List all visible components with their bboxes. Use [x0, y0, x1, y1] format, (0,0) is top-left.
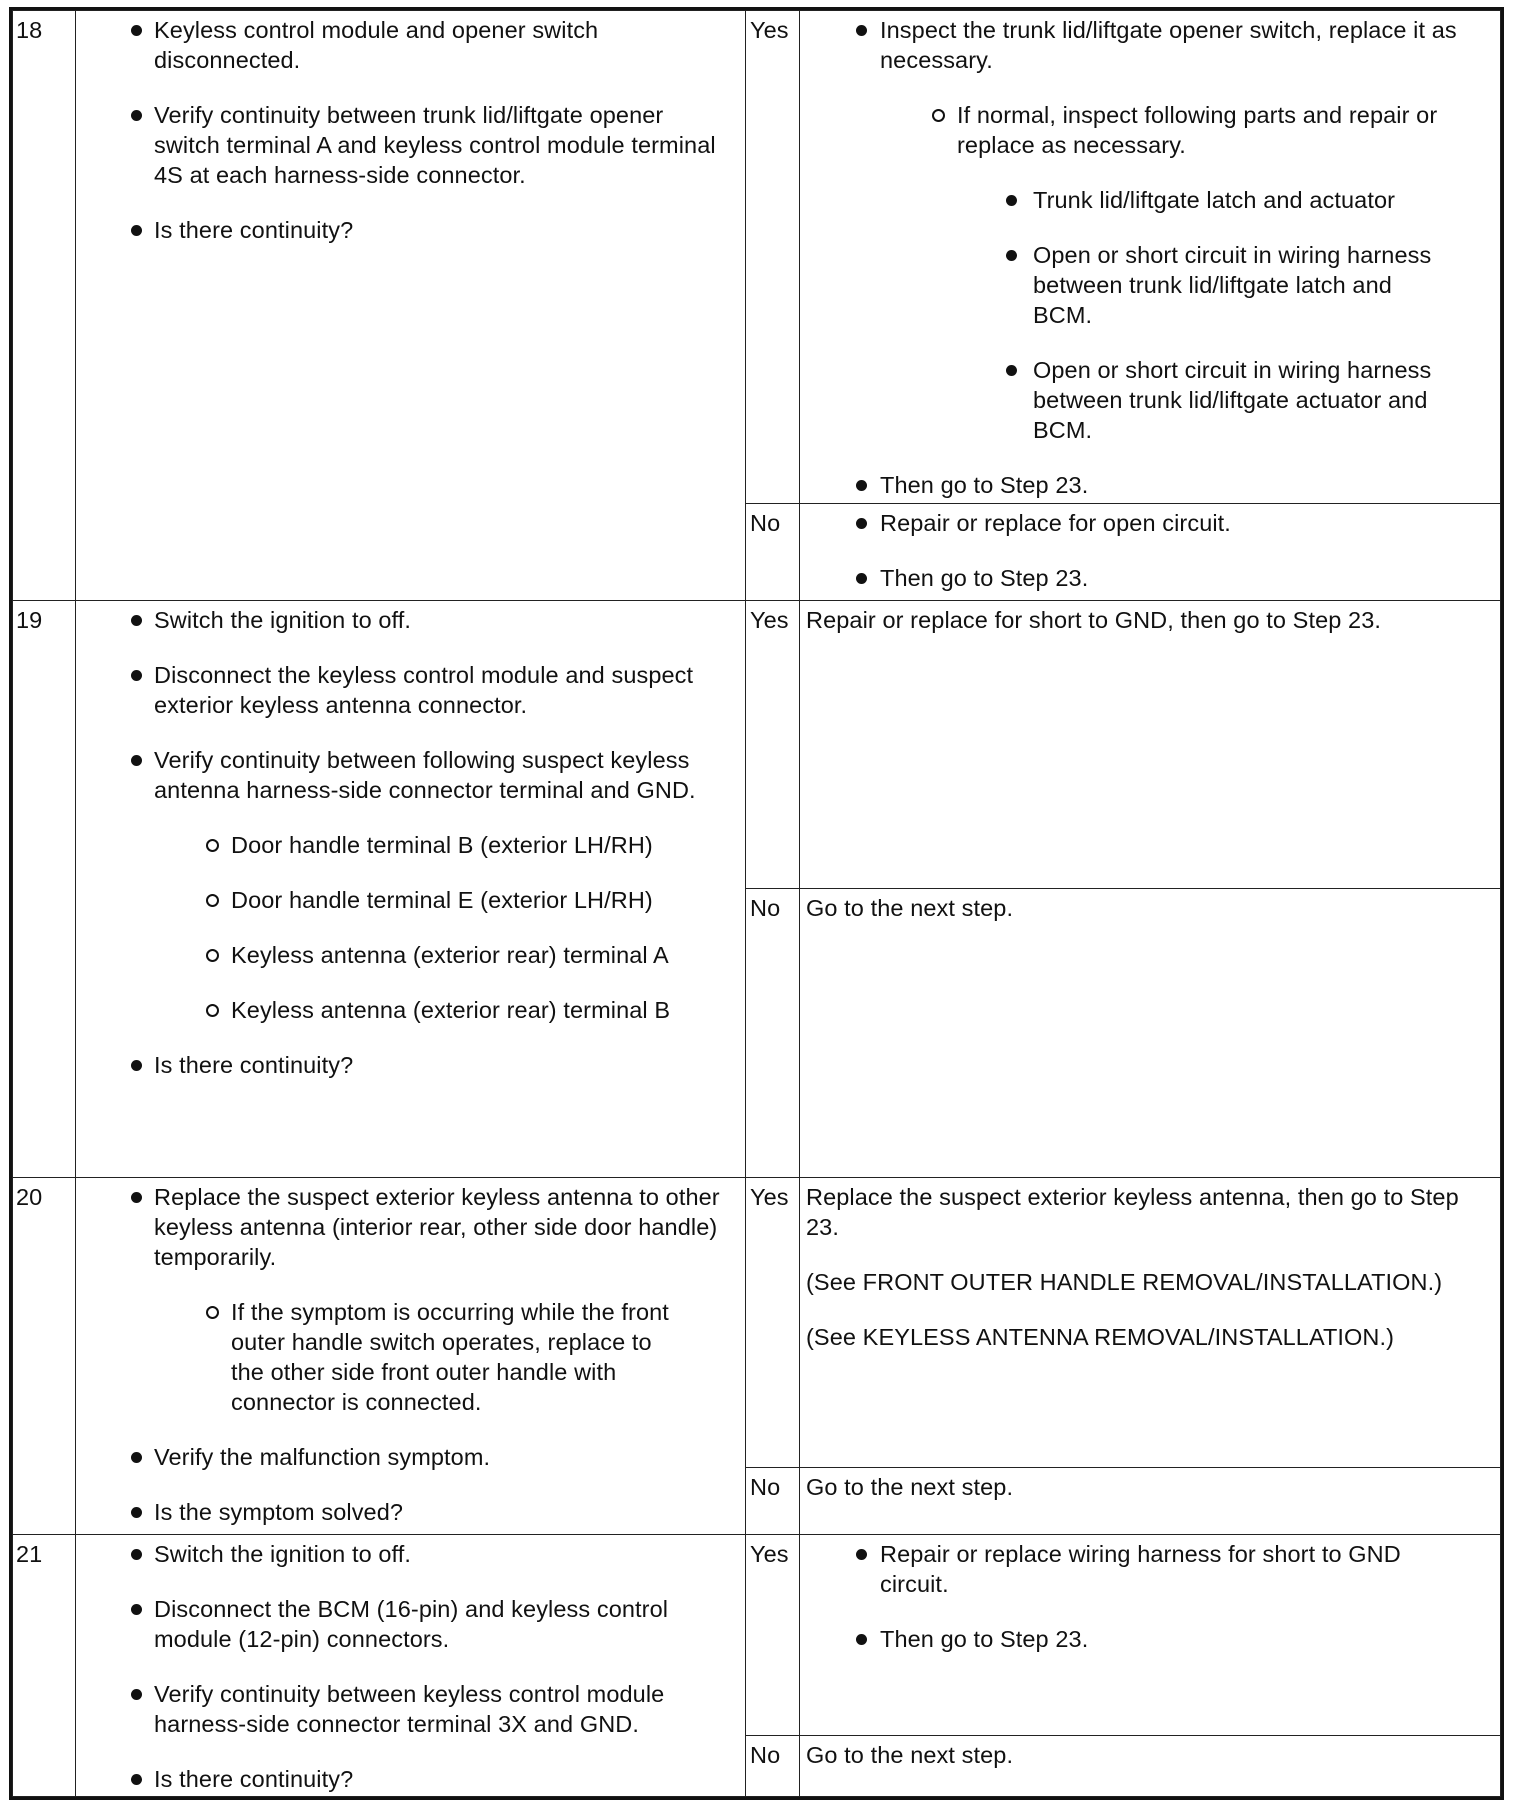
- reference-link-front-outer-handle[interactable]: (See FRONT OUTER HANDLE REMOVAL/INSTALLATION.): [806, 1269, 1443, 1295]
- step-21-yes-row: [13, 1535, 1501, 1736]
- no-label: No: [746, 1468, 800, 1535]
- action-item: Is there continuity?: [76, 1050, 735, 1080]
- step-19-yes-row: [13, 601, 1501, 889]
- action-item: Verify continuity between following suspect keyless antenna harness-side connector terminal and GND.: [76, 745, 735, 805]
- yes-label: Yes: [746, 11, 800, 504]
- diagnostic-procedure-table: [12, 10, 1501, 1797]
- result-item: Then go to Step 23.: [800, 470, 1494, 500]
- action-item: Switch the ignition to off.: [76, 605, 735, 635]
- action-item: Replace the suspect exterior keyless antenna to other keyless antenna (interior rear, other side door handle) temporarily.: [76, 1182, 735, 1272]
- action-item: Is there continuity?: [76, 215, 735, 245]
- result-subsubitem: Trunk lid/liftgate latch and actuator: [800, 185, 1494, 215]
- action-subitem: Door handle terminal B (exterior LH/RH): [76, 830, 735, 860]
- action-item: Is the symptom solved?: [76, 1497, 735, 1527]
- step-number: 20: [13, 1178, 76, 1535]
- action-item: Keyless control module and opener switch disconnected.: [76, 15, 735, 75]
- action-item: Disconnect the keyless control module and suspect exterior keyless antenna connector.: [76, 660, 735, 720]
- action-item: Disconnect the BCM (16-pin) and keyless control module (12-pin) connectors.: [76, 1594, 735, 1654]
- yes-label: Yes: [746, 601, 800, 889]
- result-item: Repair or replace wiring harness for short to GND circuit.: [800, 1539, 1494, 1599]
- yes-result: Repair or replace for short to GND, then go to Step 23.: [800, 601, 1501, 889]
- result-text: Replace the suspect exterior keyless antenna, then go to Step 23.: [806, 1184, 1459, 1240]
- no-label: No: [746, 1736, 800, 1797]
- yes-result: [800, 11, 1501, 504]
- action-subitem: Keyless antenna (exterior rear) terminal B: [76, 995, 735, 1025]
- no-label: No: [746, 889, 800, 1178]
- diagnostic-table-frame: [9, 7, 1504, 1800]
- step-actions: [76, 1178, 746, 1535]
- no-result: Go to the next step.: [800, 1468, 1501, 1535]
- step-actions: [76, 1535, 746, 1797]
- result-item: Repair or replace for open circuit.: [800, 508, 1494, 538]
- action-item: Verify continuity between keyless control module harness-side connector terminal 3X and GND.: [76, 1679, 735, 1739]
- no-result: [800, 504, 1501, 601]
- step-actions: [76, 11, 746, 601]
- step-20-yes-row: [13, 1178, 1501, 1468]
- yes-label: Yes: [746, 1178, 800, 1468]
- action-item: Switch the ignition to off.: [76, 1539, 735, 1569]
- action-item: Verify the malfunction symptom.: [76, 1442, 735, 1472]
- result-subsubitem: Open or short circuit in wiring harness between trunk lid/liftgate latch and BCM.: [800, 240, 1494, 330]
- action-item: Verify continuity between trunk lid/liftgate opener switch terminal A and keyless control module terminal 4S at each harness-side connector.: [76, 100, 735, 190]
- result-subsubitem: Open or short circuit in wiring harness between trunk lid/liftgate actuator and BCM.: [800, 355, 1494, 445]
- action-subitem: Keyless antenna (exterior rear) terminal A: [76, 940, 735, 970]
- result-item: Then go to Step 23.: [800, 563, 1494, 593]
- step-actions: [76, 601, 746, 1178]
- step-18-yes-row: [13, 11, 1501, 504]
- action-item: Is there continuity?: [76, 1764, 735, 1794]
- step-number: 18: [13, 11, 76, 601]
- step-number: 21: [13, 1535, 76, 1797]
- no-result: Go to the next step.: [800, 1736, 1501, 1797]
- result-item: Then go to Step 23.: [800, 1624, 1494, 1654]
- action-subitem: Door handle terminal E (exterior LH/RH): [76, 885, 735, 915]
- no-label: No: [746, 504, 800, 601]
- yes-label: Yes: [746, 1535, 800, 1736]
- result-subitem: If normal, inspect following parts and repair or replace as necessary.: [800, 100, 1494, 160]
- yes-result: [800, 1535, 1501, 1736]
- reference-link-keyless-antenna[interactable]: (See KEYLESS ANTENNA REMOVAL/INSTALLATION.): [806, 1324, 1395, 1350]
- step-number: 19: [13, 601, 76, 1178]
- no-result: Go to the next step.: [800, 889, 1501, 1178]
- result-item: Inspect the trunk lid/liftgate opener switch, replace it as necessary.: [800, 15, 1494, 75]
- yes-result: [800, 1178, 1501, 1468]
- action-subitem: If the symptom is occurring while the front outer handle switch operates, replace to the other side front outer handle with connector is connected.: [76, 1297, 735, 1417]
